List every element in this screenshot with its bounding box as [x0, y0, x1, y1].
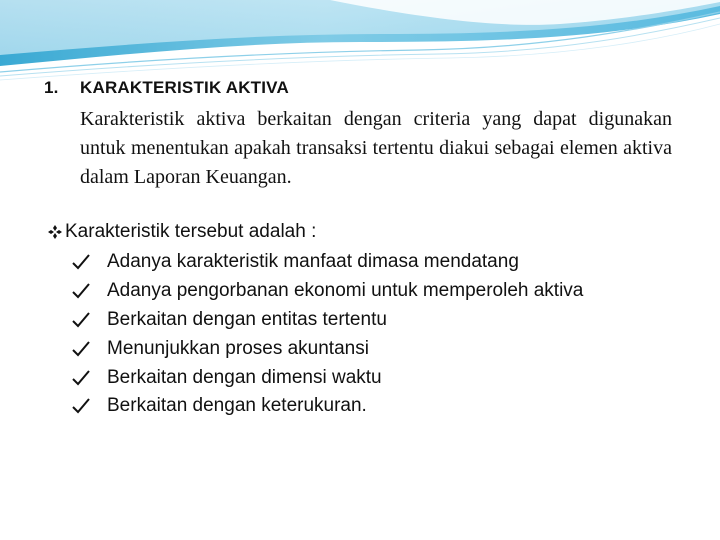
- checkmark-icon: [72, 254, 90, 270]
- checkmark-icon: [72, 398, 90, 414]
- list-intro-text: Karakteristik tersebut adalah :: [65, 221, 317, 242]
- list-item-text: Adanya karakteristik manfaat dimasa mendatang: [107, 251, 519, 273]
- list-item: [72, 392, 583, 421]
- header-wave-decoration: [0, 0, 720, 90]
- list-item-text: Berkaitan dengan dimensi waktu: [107, 366, 382, 388]
- checkmark-icon: [72, 370, 90, 386]
- section-title: KARAKTERISTIK AKTIVA: [80, 78, 289, 97]
- definition-paragraph: Karakteristik aktiva berkaitan dengan criteria yang dapat digunakan untuk menentukan apakah transaksi tertentu diakui sebagai elemen aktiva dalam Laporan Keuangan.: [80, 108, 672, 188]
- list-intro: [48, 221, 316, 243]
- list-item: [72, 306, 583, 335]
- checkmark-icon: [72, 312, 90, 328]
- list-item-text: Adanya pengorbanan ekonomi untuk memperoleh aktiva: [107, 280, 584, 302]
- section-heading: [44, 78, 289, 98]
- list-item-text: Berkaitan dengan entitas tertentu: [107, 308, 387, 330]
- checkmark-icon: [72, 283, 90, 299]
- diamond-cluster-icon: [48, 225, 62, 239]
- characteristics-list: [72, 248, 583, 421]
- list-item: [72, 334, 583, 363]
- list-item: [72, 248, 583, 277]
- list-item: [72, 277, 583, 306]
- checkmark-icon: [72, 341, 90, 357]
- list-item: [72, 363, 583, 392]
- list-item-text: Menunjukkan proses akuntansi: [107, 337, 369, 359]
- list-item-text: Berkaitan dengan keterukuran.: [107, 395, 367, 417]
- section-number: 1.: [44, 78, 59, 97]
